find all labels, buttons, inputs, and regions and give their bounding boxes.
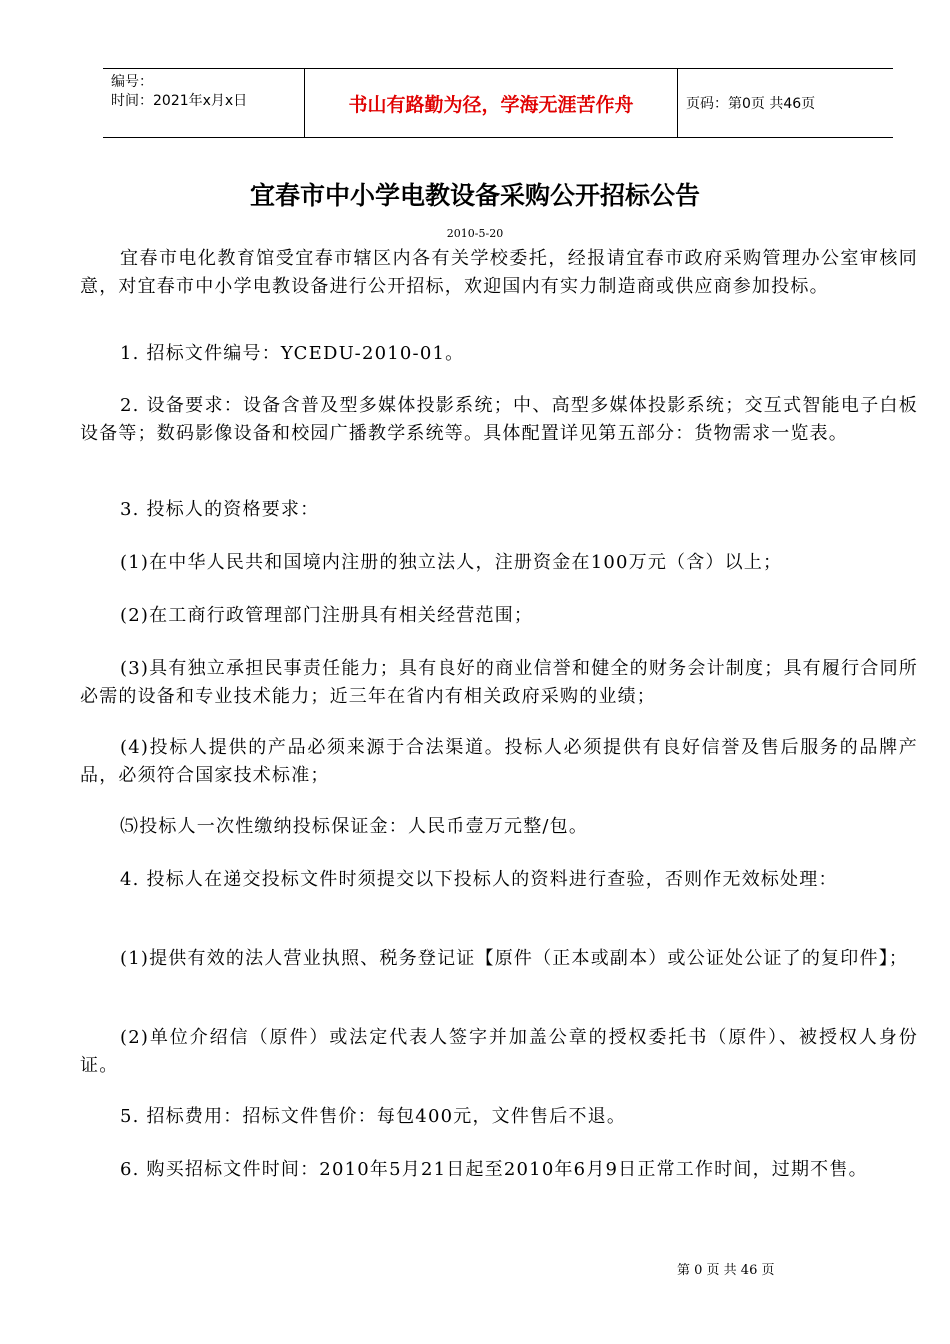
paragraph-item-1: 1. 招标文件编号：YCEDU-2010-01。 <box>120 343 465 364</box>
paragraph-item-4-1: (1)提供有效的法人营业执照、税务登记证【原件（正本或副本）或公证处公证了的复印件】； <box>120 948 909 969</box>
header-page-info: 页码：第0页 共46页 <box>686 96 816 112</box>
doc-number-label: 编号： <box>111 74 153 90</box>
doc-time-label: 时间：2021年x月x日 <box>111 93 248 109</box>
paragraph-item-3-5: ⑸投标人一次性缴纳投标保证金：人民币壹万元整/包。 <box>120 816 589 837</box>
page-title: 宜春市中小学电教设备采购公开招标公告 <box>249 181 700 210</box>
paragraph-item-3-2: (2)在工商行政管理部门注册具有相关经营范围； <box>120 605 534 626</box>
paragraph-item-2: 2. 设备要求：设备含普及型多媒体投影系统；中、高型多媒体投影系统；交互式智能电子白板设备等；数码影像设备和校园广播教学系统等。具体配置详见第五部分：货物需求一览表。 <box>80 395 918 444</box>
header-motto: 书山有路勤为径，学海无涯苦作舟 <box>305 69 678 137</box>
paragraph-item-3-4: (4)投标人提供的产品必须来源于合法渠道。投标人必须提供有良好信誉及售后服务的品牌产品，必须符合国家技术标准； <box>80 737 918 786</box>
paragraph-item-3: 3. 投标人的资格要求： <box>120 499 320 520</box>
header-meta-cell <box>103 69 305 137</box>
publish-date: 2010-5-20 <box>446 227 504 240</box>
paragraph-item-4: 4. 投标人在递交投标文件时须提交以下投标人的资料进行查验，否则作无效标处理： <box>120 869 838 890</box>
paragraph-item-5: 5. 招标费用：招标文件售价：每包400元，文件售后不退。 <box>120 1106 627 1127</box>
paragraph-item-6: 6. 购买招标文件时间：2010年5月21日起至2010年6月9日正常工作时间，过期不售。 <box>120 1159 868 1180</box>
page-footer: 第 0 页 共 46 页 <box>677 1263 775 1278</box>
paragraph-item-3-1: (1)在中华人民共和国境内注册的独立法人，注册资金在100万元（含）以上； <box>120 552 783 573</box>
paragraph-intro: 宜春市电化教育馆受宜春市辖区内各有关学校委托，经报请宜春市政府采购管理办公室审核同意，对宜春市中小学电教设备进行公开招标，欢迎国内有实力制造商或供应商参加投标。 <box>80 248 918 297</box>
paragraph-item-3-3: (3)具有独立承担民事责任能力；具有良好的商业信誉和健全的财务会计制度；具有履行合同所必需的设备和专业技术能力；近三年在省内有相关政府采购的业绩； <box>80 658 918 707</box>
header-table <box>103 68 893 138</box>
paragraph-item-4-2: (2)单位介绍信（原件）或法定代表人签字并加盖公章的授权委托书（原件）、被授权人身份证。 <box>80 1027 918 1076</box>
